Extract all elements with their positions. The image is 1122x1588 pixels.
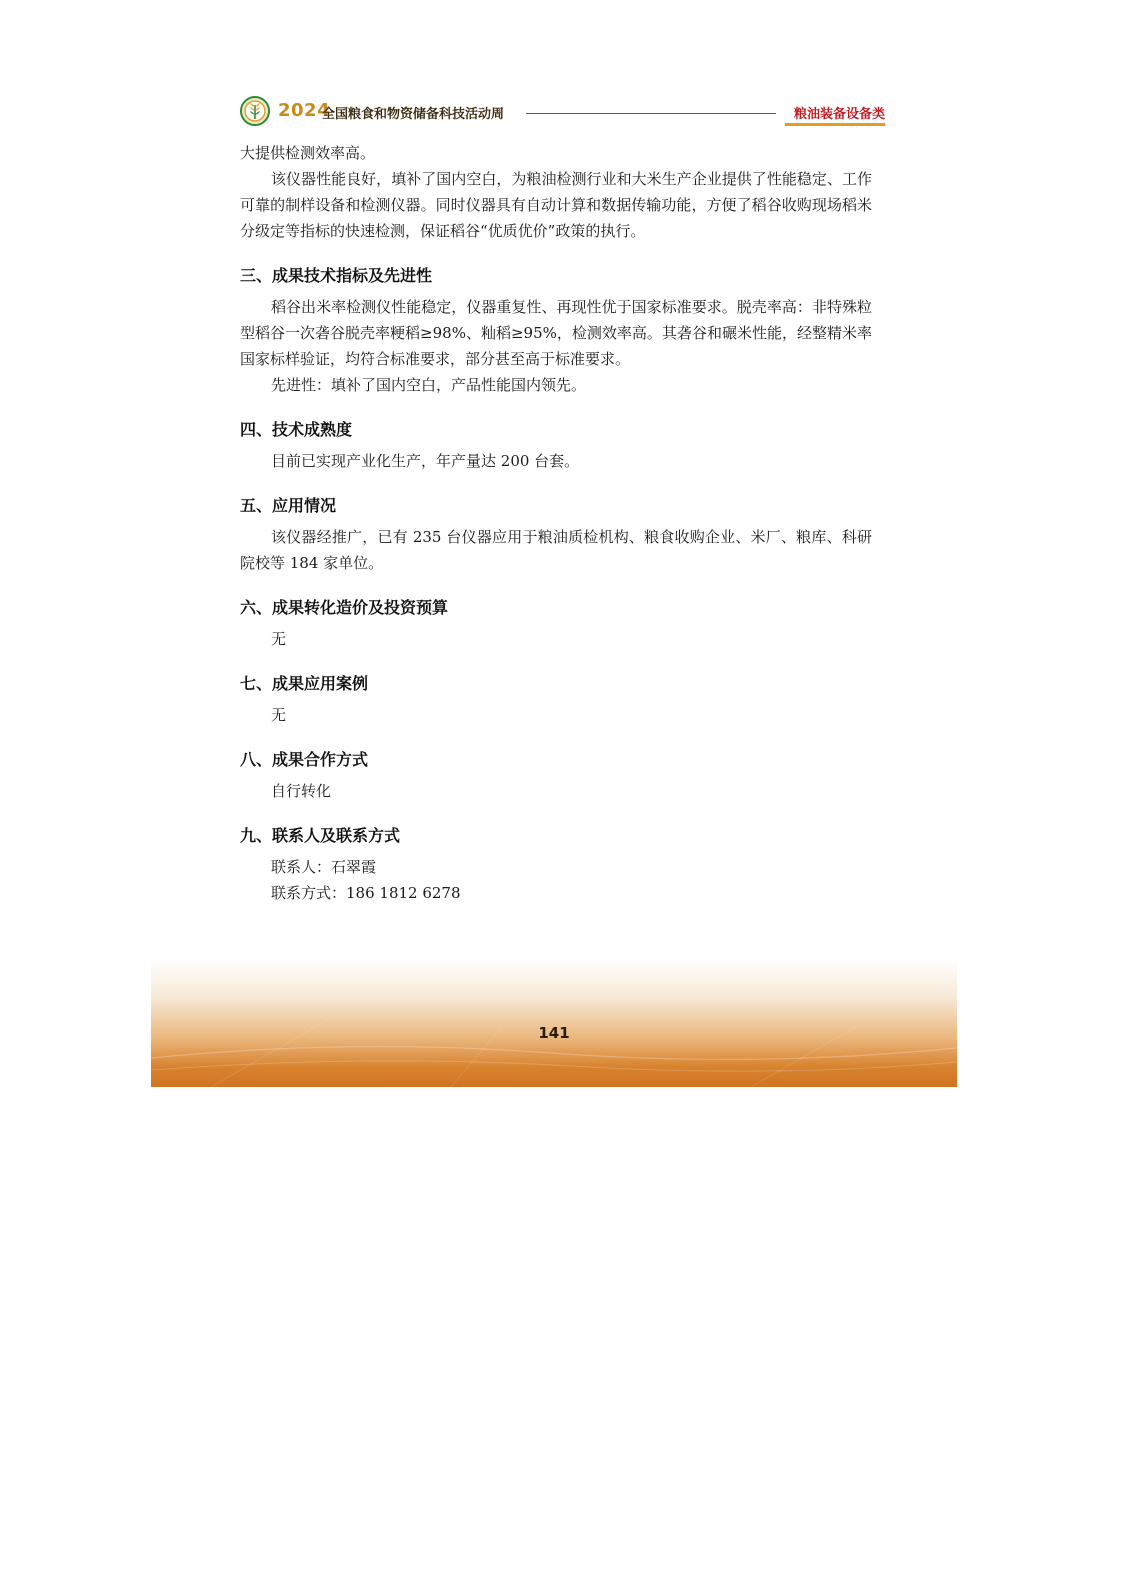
section-heading: 八、成果合作方式 — [240, 750, 369, 769]
section-heading: 九、联系人及联系方式 — [240, 826, 401, 845]
section-heading: 三、成果技术指标及先进性 — [240, 266, 433, 285]
section-paragraph: 先进性：填补了国内空白，产品性能国内领先。 — [271, 376, 587, 394]
wheat-field-decoration — [151, 958, 957, 1087]
page-number: 141 — [538, 1024, 570, 1042]
contact-phone: 联系方式：186 1812 6278 — [271, 884, 461, 902]
section-paragraph: 无 — [271, 706, 287, 724]
intro-paragraph: 该仪器性能良好，填补了国内空白，为粮油检测行业和大米生产企业提供了性能稳定、工作可靠的制样设备和检测仪器。同时仪器具有自动计算和数据传输功能，方便了稻谷收购现场稻米分级定等指标的快速检测，保证稻谷“优质优价”政策的执行。 — [240, 170, 872, 240]
page-header — [240, 94, 885, 130]
section-paragraph: 稻谷出米率检测仪性能稳定，仪器重复性、再现性优于国家标准要求。脱壳率高：非特殊粒型稻谷一次砻谷脱壳率粳稻≥98%、籼稻≥95%，检测效率高。其砻谷和碾米性能，经整精米率国家标样验证，均符合标准要求，部分甚至高于标准要求。 — [240, 298, 872, 368]
header-title: 全国粮食和物资储备科技活动周 — [322, 107, 505, 122]
header-divider — [526, 113, 776, 114]
page-footer — [151, 958, 957, 1087]
header-category-underline — [785, 123, 885, 126]
grain-logo-icon — [240, 96, 270, 126]
section-paragraph: 该仪器经推广，已有 235 台仪器应用于粮油质检机构、粮食收购企业、米厂、粮库、科研院校等 184 家单位。 — [240, 528, 872, 572]
intro-paragraph: 大提供检测效率高。 — [240, 144, 376, 162]
section-paragraph: 目前已实现产业化生产，年产量达 200 台套。 — [271, 452, 580, 470]
section-heading: 六、成果转化造价及投资预算 — [240, 598, 449, 617]
section-paragraph: 无 — [271, 630, 287, 648]
section-heading: 四、技术成熟度 — [240, 420, 353, 439]
section-heading: 五、应用情况 — [240, 496, 337, 515]
header-category: 粮油装备设备类 — [793, 107, 885, 122]
header-year: 2024 — [278, 100, 331, 121]
contact-person: 联系人：石翠霞 — [271, 858, 377, 876]
section-heading: 七、成果应用案例 — [240, 674, 369, 693]
section-paragraph: 自行转化 — [271, 782, 332, 800]
document-body — [240, 140, 872, 906]
